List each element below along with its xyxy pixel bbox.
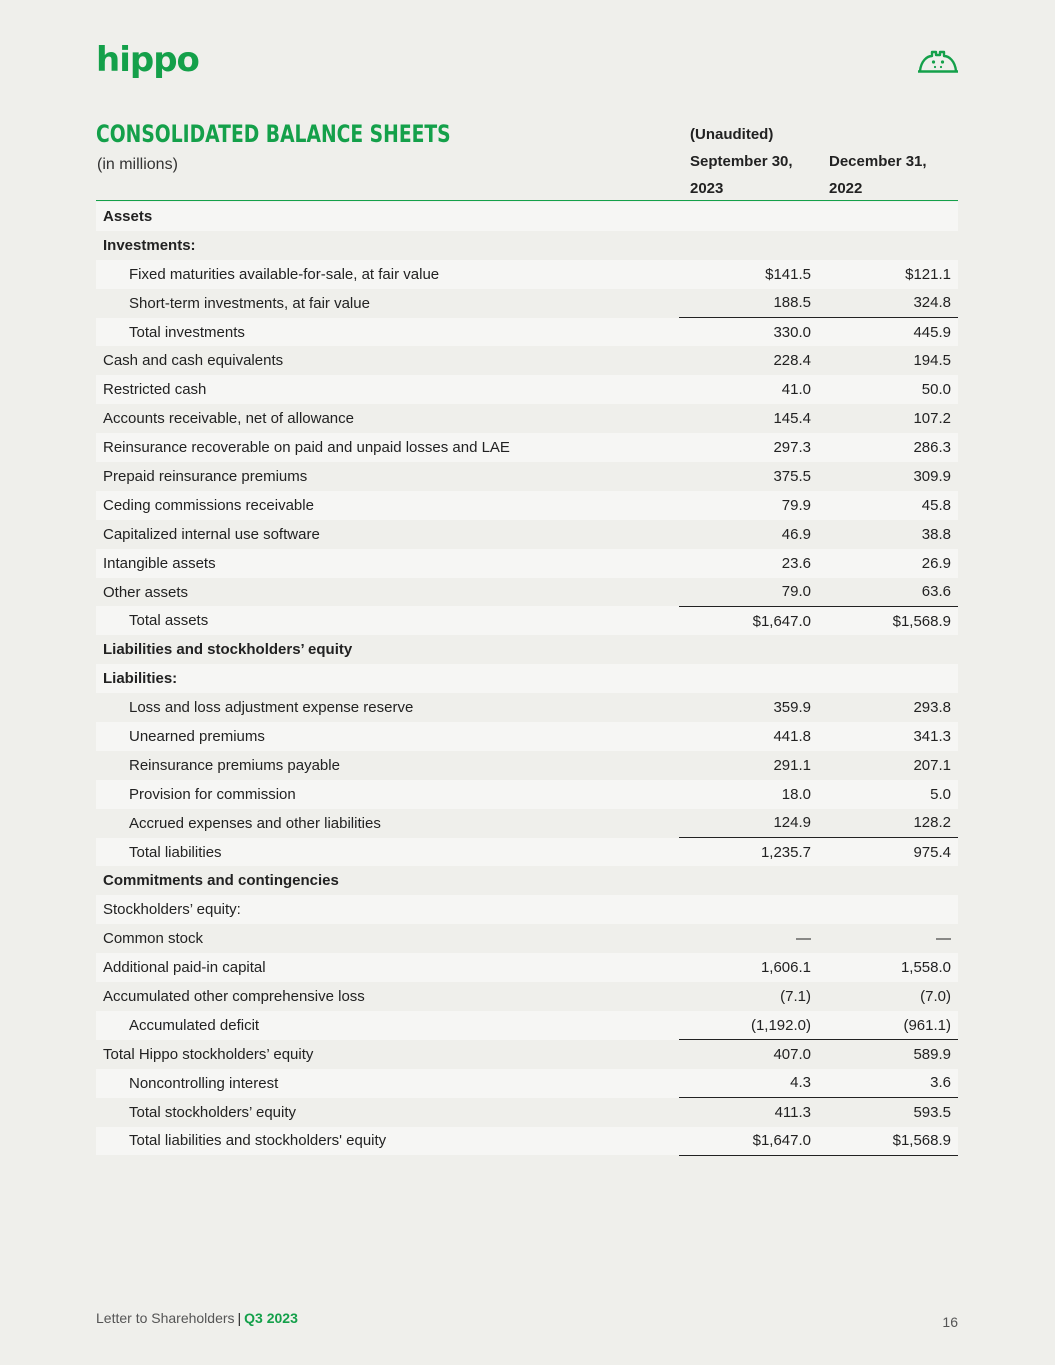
- row-label: Reinsurance premiums payable: [96, 751, 679, 780]
- footer-quarter: Q3 2023: [244, 1310, 298, 1326]
- value-sep-2023: 375.5: [679, 462, 818, 491]
- value-sep-2023: 359.9: [679, 693, 818, 722]
- value-sep-2023: [679, 202, 818, 231]
- table-row: [96, 895, 958, 924]
- table-row: [96, 751, 958, 780]
- value-sep-2023: 291.1: [679, 751, 818, 780]
- table-row: [96, 491, 958, 520]
- table-row: [96, 520, 958, 549]
- value-dec-2022: 1,558.0: [818, 953, 958, 982]
- table-row: [96, 462, 958, 491]
- row-label: Total assets: [96, 606, 679, 635]
- value-dec-2022: [818, 895, 958, 924]
- column-header-line: 2022: [829, 180, 863, 197]
- row-label: Restricted cash: [96, 375, 679, 404]
- footer-doc-title: Letter to Shareholders: [96, 1310, 235, 1326]
- row-label: Total Hippo stockholders’ equity: [96, 1040, 679, 1069]
- column-header-sep-2023: [690, 121, 793, 202]
- units-subtitle: (in millions): [97, 156, 178, 173]
- row-label: Accumulated deficit: [96, 1011, 679, 1040]
- balance-sheet-table: [96, 202, 958, 1156]
- row-label: Fixed maturities available-for-sale, at fair value: [96, 260, 679, 289]
- row-label: Commitments and contingencies: [96, 866, 679, 895]
- value-sep-2023: 79.9: [679, 491, 818, 520]
- value-dec-2022: 5.0: [818, 780, 958, 809]
- table-row: [96, 1040, 958, 1069]
- row-label: Reinsurance recoverable on paid and unpaid losses and LAE: [96, 433, 679, 462]
- header-divider: [96, 200, 958, 201]
- value-dec-2022: 293.8: [818, 693, 958, 722]
- table-row: [96, 1098, 958, 1127]
- value-sep-2023: —: [679, 924, 818, 953]
- value-sep-2023: [679, 664, 818, 693]
- value-sep-2023: 330.0: [679, 318, 818, 347]
- row-label: Total investments: [96, 318, 679, 347]
- value-sep-2023: 23.6: [679, 549, 818, 578]
- table-row: [96, 318, 958, 347]
- table-row: [96, 780, 958, 809]
- row-label: Assets: [96, 202, 679, 231]
- table-row: [96, 375, 958, 404]
- value-sep-2023: [679, 895, 818, 924]
- value-sep-2023: 407.0: [679, 1040, 818, 1069]
- value-dec-2022: 50.0: [818, 375, 958, 404]
- value-dec-2022: $1,568.9: [818, 606, 958, 635]
- row-label: Accounts receivable, net of allowance: [96, 404, 679, 433]
- row-label: Cash and cash equivalents: [96, 346, 679, 375]
- value-dec-2022: (7.0): [818, 982, 958, 1011]
- value-dec-2022: 38.8: [818, 520, 958, 549]
- row-label: Accrued expenses and other liabilities: [96, 809, 679, 838]
- value-dec-2022: $121.1: [818, 260, 958, 289]
- value-sep-2023: 441.8: [679, 722, 818, 751]
- value-dec-2022: 589.9: [818, 1040, 958, 1069]
- table-row: [96, 231, 958, 260]
- value-dec-2022: 309.9: [818, 462, 958, 491]
- value-dec-2022: 107.2: [818, 404, 958, 433]
- value-dec-2022: 194.5: [818, 346, 958, 375]
- table-row: [96, 1069, 958, 1098]
- value-dec-2022: 128.2: [818, 809, 958, 838]
- table-row: [96, 664, 958, 693]
- table-row: [96, 346, 958, 375]
- row-label: Additional paid-in capital: [96, 953, 679, 982]
- value-sep-2023: (7.1): [679, 982, 818, 1011]
- value-dec-2022: 207.1: [818, 751, 958, 780]
- value-dec-2022: 286.3: [818, 433, 958, 462]
- value-sep-2023: [679, 635, 818, 664]
- row-label: Provision for commission: [96, 780, 679, 809]
- table-row: [96, 578, 958, 607]
- value-dec-2022: [818, 202, 958, 231]
- row-label: Total liabilities: [96, 838, 679, 867]
- table-row: [96, 635, 958, 664]
- table-row: [96, 433, 958, 462]
- value-sep-2023: 18.0: [679, 780, 818, 809]
- table-row: [96, 549, 958, 578]
- value-dec-2022: 3.6: [818, 1069, 958, 1098]
- page-number: 16: [942, 1314, 958, 1330]
- value-sep-2023: (1,192.0): [679, 1011, 818, 1040]
- row-label: Loss and loss adjustment expense reserve: [96, 693, 679, 722]
- value-dec-2022: —: [818, 924, 958, 953]
- row-label: Ceding commissions receivable: [96, 491, 679, 520]
- table-row: [96, 722, 958, 751]
- table-row: [96, 924, 958, 953]
- value-sep-2023: 145.4: [679, 404, 818, 433]
- value-sep-2023: 124.9: [679, 809, 818, 838]
- row-label: Liabilities and stockholders’ equity: [96, 635, 679, 664]
- value-dec-2022: 593.5: [818, 1098, 958, 1127]
- value-sep-2023: $1,647.0: [679, 1127, 818, 1156]
- hippo-logo: hippo: [96, 40, 199, 80]
- row-label: Liabilities:: [96, 664, 679, 693]
- row-label: Short-term investments, at fair value: [96, 289, 679, 318]
- value-sep-2023: 411.3: [679, 1098, 818, 1127]
- column-header-line: September 30,: [690, 153, 793, 170]
- row-label: Accumulated other comprehensive loss: [96, 982, 679, 1011]
- table-row: [96, 289, 958, 318]
- table-row: [96, 1127, 958, 1156]
- hippo-mascot-icon: [917, 48, 959, 74]
- value-dec-2022: 975.4: [818, 838, 958, 867]
- row-label: Investments:: [96, 231, 679, 260]
- value-sep-2023: [679, 866, 818, 895]
- row-label: Other assets: [96, 578, 679, 607]
- value-sep-2023: $1,647.0: [679, 606, 818, 635]
- value-dec-2022: [818, 635, 958, 664]
- table-row: [96, 809, 958, 838]
- value-dec-2022: 324.8: [818, 289, 958, 318]
- value-dec-2022: 45.8: [818, 491, 958, 520]
- column-header-dec-2022: [829, 148, 927, 202]
- row-label: Prepaid reinsurance premiums: [96, 462, 679, 491]
- page-title: CONSOLIDATED BALANCE SHEETS: [96, 120, 451, 148]
- row-label: Common stock: [96, 924, 679, 953]
- table-row: [96, 953, 958, 982]
- value-sep-2023: 41.0: [679, 375, 818, 404]
- value-sep-2023: 188.5: [679, 289, 818, 318]
- row-label: Total stockholders’ equity: [96, 1098, 679, 1127]
- value-sep-2023: $141.5: [679, 260, 818, 289]
- table-row: [96, 693, 958, 722]
- value-sep-2023: [679, 231, 818, 260]
- value-dec-2022: (961.1): [818, 1011, 958, 1040]
- row-label: Noncontrolling interest: [96, 1069, 679, 1098]
- column-header-line: December 31,: [829, 153, 927, 170]
- value-dec-2022: [818, 866, 958, 895]
- table-row: [96, 606, 958, 635]
- value-dec-2022: [818, 231, 958, 260]
- value-sep-2023: 4.3: [679, 1069, 818, 1098]
- value-dec-2022: 445.9: [818, 318, 958, 347]
- row-label: Intangible assets: [96, 549, 679, 578]
- table-row: [96, 260, 958, 289]
- row-label: Unearned premiums: [96, 722, 679, 751]
- table-row: [96, 982, 958, 1011]
- column-header-line: 2023: [690, 180, 724, 197]
- column-header-line: (Unaudited): [690, 126, 774, 143]
- value-dec-2022: 63.6: [818, 578, 958, 607]
- value-sep-2023: 1,606.1: [679, 953, 818, 982]
- row-label: Total liabilities and stockholders' equity: [96, 1127, 679, 1156]
- value-sep-2023: 46.9: [679, 520, 818, 549]
- value-dec-2022: $1,568.9: [818, 1127, 958, 1156]
- table-row: [96, 404, 958, 433]
- value-sep-2023: 1,235.7: [679, 838, 818, 867]
- value-sep-2023: 297.3: [679, 433, 818, 462]
- table-row: [96, 1011, 958, 1040]
- value-dec-2022: 341.3: [818, 722, 958, 751]
- value-sep-2023: 228.4: [679, 346, 818, 375]
- value-dec-2022: [818, 664, 958, 693]
- table-row: [96, 202, 958, 231]
- row-label: Stockholders’ equity:: [96, 895, 679, 924]
- footer-separator: |: [237, 1310, 242, 1326]
- value-sep-2023: 79.0: [679, 578, 818, 607]
- table-row: [96, 838, 958, 867]
- row-label: Capitalized internal use software: [96, 520, 679, 549]
- table-row: [96, 866, 958, 895]
- value-dec-2022: 26.9: [818, 549, 958, 578]
- footer-left: [96, 1310, 298, 1326]
